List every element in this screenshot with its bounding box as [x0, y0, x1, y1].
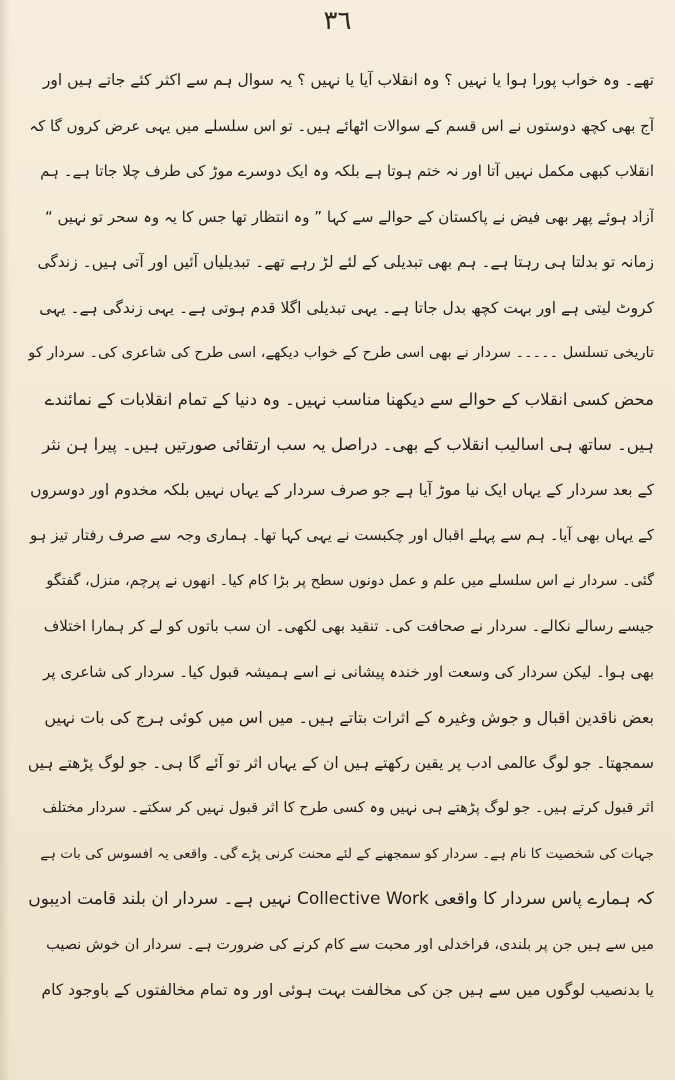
text-line: تھے۔ وہ خواب پورا ہوا یا نہیں ؟ وہ انقلاب آیا یا نہیں ؟ یہ سوال ہم سے اکثر کئے جاتے ہیں اور	[42, 71, 654, 89]
text-line: اثر قبول کرتے ہیں۔ جو لوگ پڑھتے ہی نہیں وہ کسی طرح کا اثر قبول نہیں کر سکتے۔ سردار مختلف	[42, 800, 654, 816]
text-line: سمجھتا۔ جو لوگ عالمی ادب پر یقین رکھتے ہیں ان کے یہاں اثر تو آئے گا ہی۔ جو لوگ پڑھتے ہیں	[28, 753, 654, 772]
text-line: جیسے رسالے نکالے۔ سردار نے صحافت کی۔ تنقید بھی لکھی۔ ان سب باتوں کو لے کر ہمارا اختلاف	[43, 617, 654, 635]
text-line: ہیں۔ ساتھ ہی اسالیب انقلاب کے بھی۔ دراصل یہ سب ارتقائی صورتیں ہیں۔ پیرا ہن نثر	[42, 435, 654, 454]
text-line: بھی ہوا۔ لیکن سردار کی وسعت اور خندہ پیشانی نے اسے ہمیشہ قبول کیا۔ سردار کی شاعری پر	[43, 662, 654, 681]
text-line: کے بعد سردار کے یہاں ایک نیا موڑ آیا ہے جو صرف سردار کے یہاں نہیں بلکہ مخدوم اور دوسروں	[30, 480, 654, 499]
text-line: انقلاب کبھی مکمل نہیں آتا اور نہ ختم ہوتا ہے بلکہ وہ ایک دوسرے موڑ کی طرف چلا جاتا ہے۔ ہم	[40, 162, 654, 180]
text-line: کے یہاں بھی آیا۔ ہم سے پہلے اقبال اور چکبست نے یہی کہا تھا۔ ہماری وجہ سے صرف رفتار تیز ہو	[29, 526, 654, 544]
text-line: آج بھی کچھ دوستوں نے اس قسم کے سوالات اٹھائے ہیں۔ تو اس سلسلے میں یہی عرض کروں گا کہ	[29, 116, 654, 135]
body-text	[28, 58, 654, 1014]
text-line: جہات کی شخصیت کا نام ہے۔ سردار کو سمجھنے کے لئے محنت کرنی پڑے گی۔ واقعی یہ افسوس کی بات ہے	[40, 845, 654, 862]
text-line: کہ ہمارے پاس سردار کا واقعی Collective Work نہیں ہے۔ سردار ان بلند قامت ادیبوں	[28, 889, 654, 909]
binding-shadow	[0, 0, 10, 1080]
text-line: کروٹ لیتی ہے اور بہت کچھ بدل جاتا ہے۔ یہی تبدیلی اگلا قدم ہوتی ہے۔ یہی زندگی ہے۔ یہی	[39, 298, 654, 317]
page-number: ٣٦	[323, 6, 352, 36]
text-line: تاریخی تسلسل ۔۔۔۔۔ سردار نے بھی اسی طرح کے خواب دیکھے، اسی طرح کی شاعری کی۔ سردار کو	[28, 345, 654, 361]
text-line: یا بدنصیب لوگوں میں سے ہیں جن کی مخالفت بہت ہوئی اور وہ تمام مخالفتوں کے باوجود کام	[41, 981, 654, 999]
text-line: محض کسی انقلاب کے حوالے سے دیکھنا مناسب نہیں۔ وہ دنیا کے تمام انقلابات کے نمائندے	[44, 389, 654, 409]
text-line: آزاد ہوئے پھر بھی فیض نے پاکستان کے حوالے سے کہا ” وہ انتظار تھا جس کا یہ وہ سحر تو نہیں “	[44, 207, 654, 226]
text-line: بعض ناقدین اقبال و جوش وغیرہ کے اثرات بتاتے ہیں۔ میں اس میں کوئی ہرج کی بات نہیں	[44, 708, 654, 727]
text-line: زمانہ تو بدلتا ہی رہتا ہے۔ ہم بھی تبدیلی کے لئے لڑ رہے تھے۔ تبدیلیاں آئیں اور آتی ہیں۔ زندگی	[37, 253, 654, 271]
text-line: گئی۔ سردار نے اس سلسلے میں علم و عمل دونوں سطح پر بڑا کام کیا۔ انھوں نے پرچم، منزل، گفتگو	[46, 572, 654, 589]
text-line: میں سے ہیں جن پر بلندی، فراخدلی اور محبت سے کام کرنے کی ضرورت ہے۔ سردار ان خوش نصیب	[46, 936, 654, 953]
